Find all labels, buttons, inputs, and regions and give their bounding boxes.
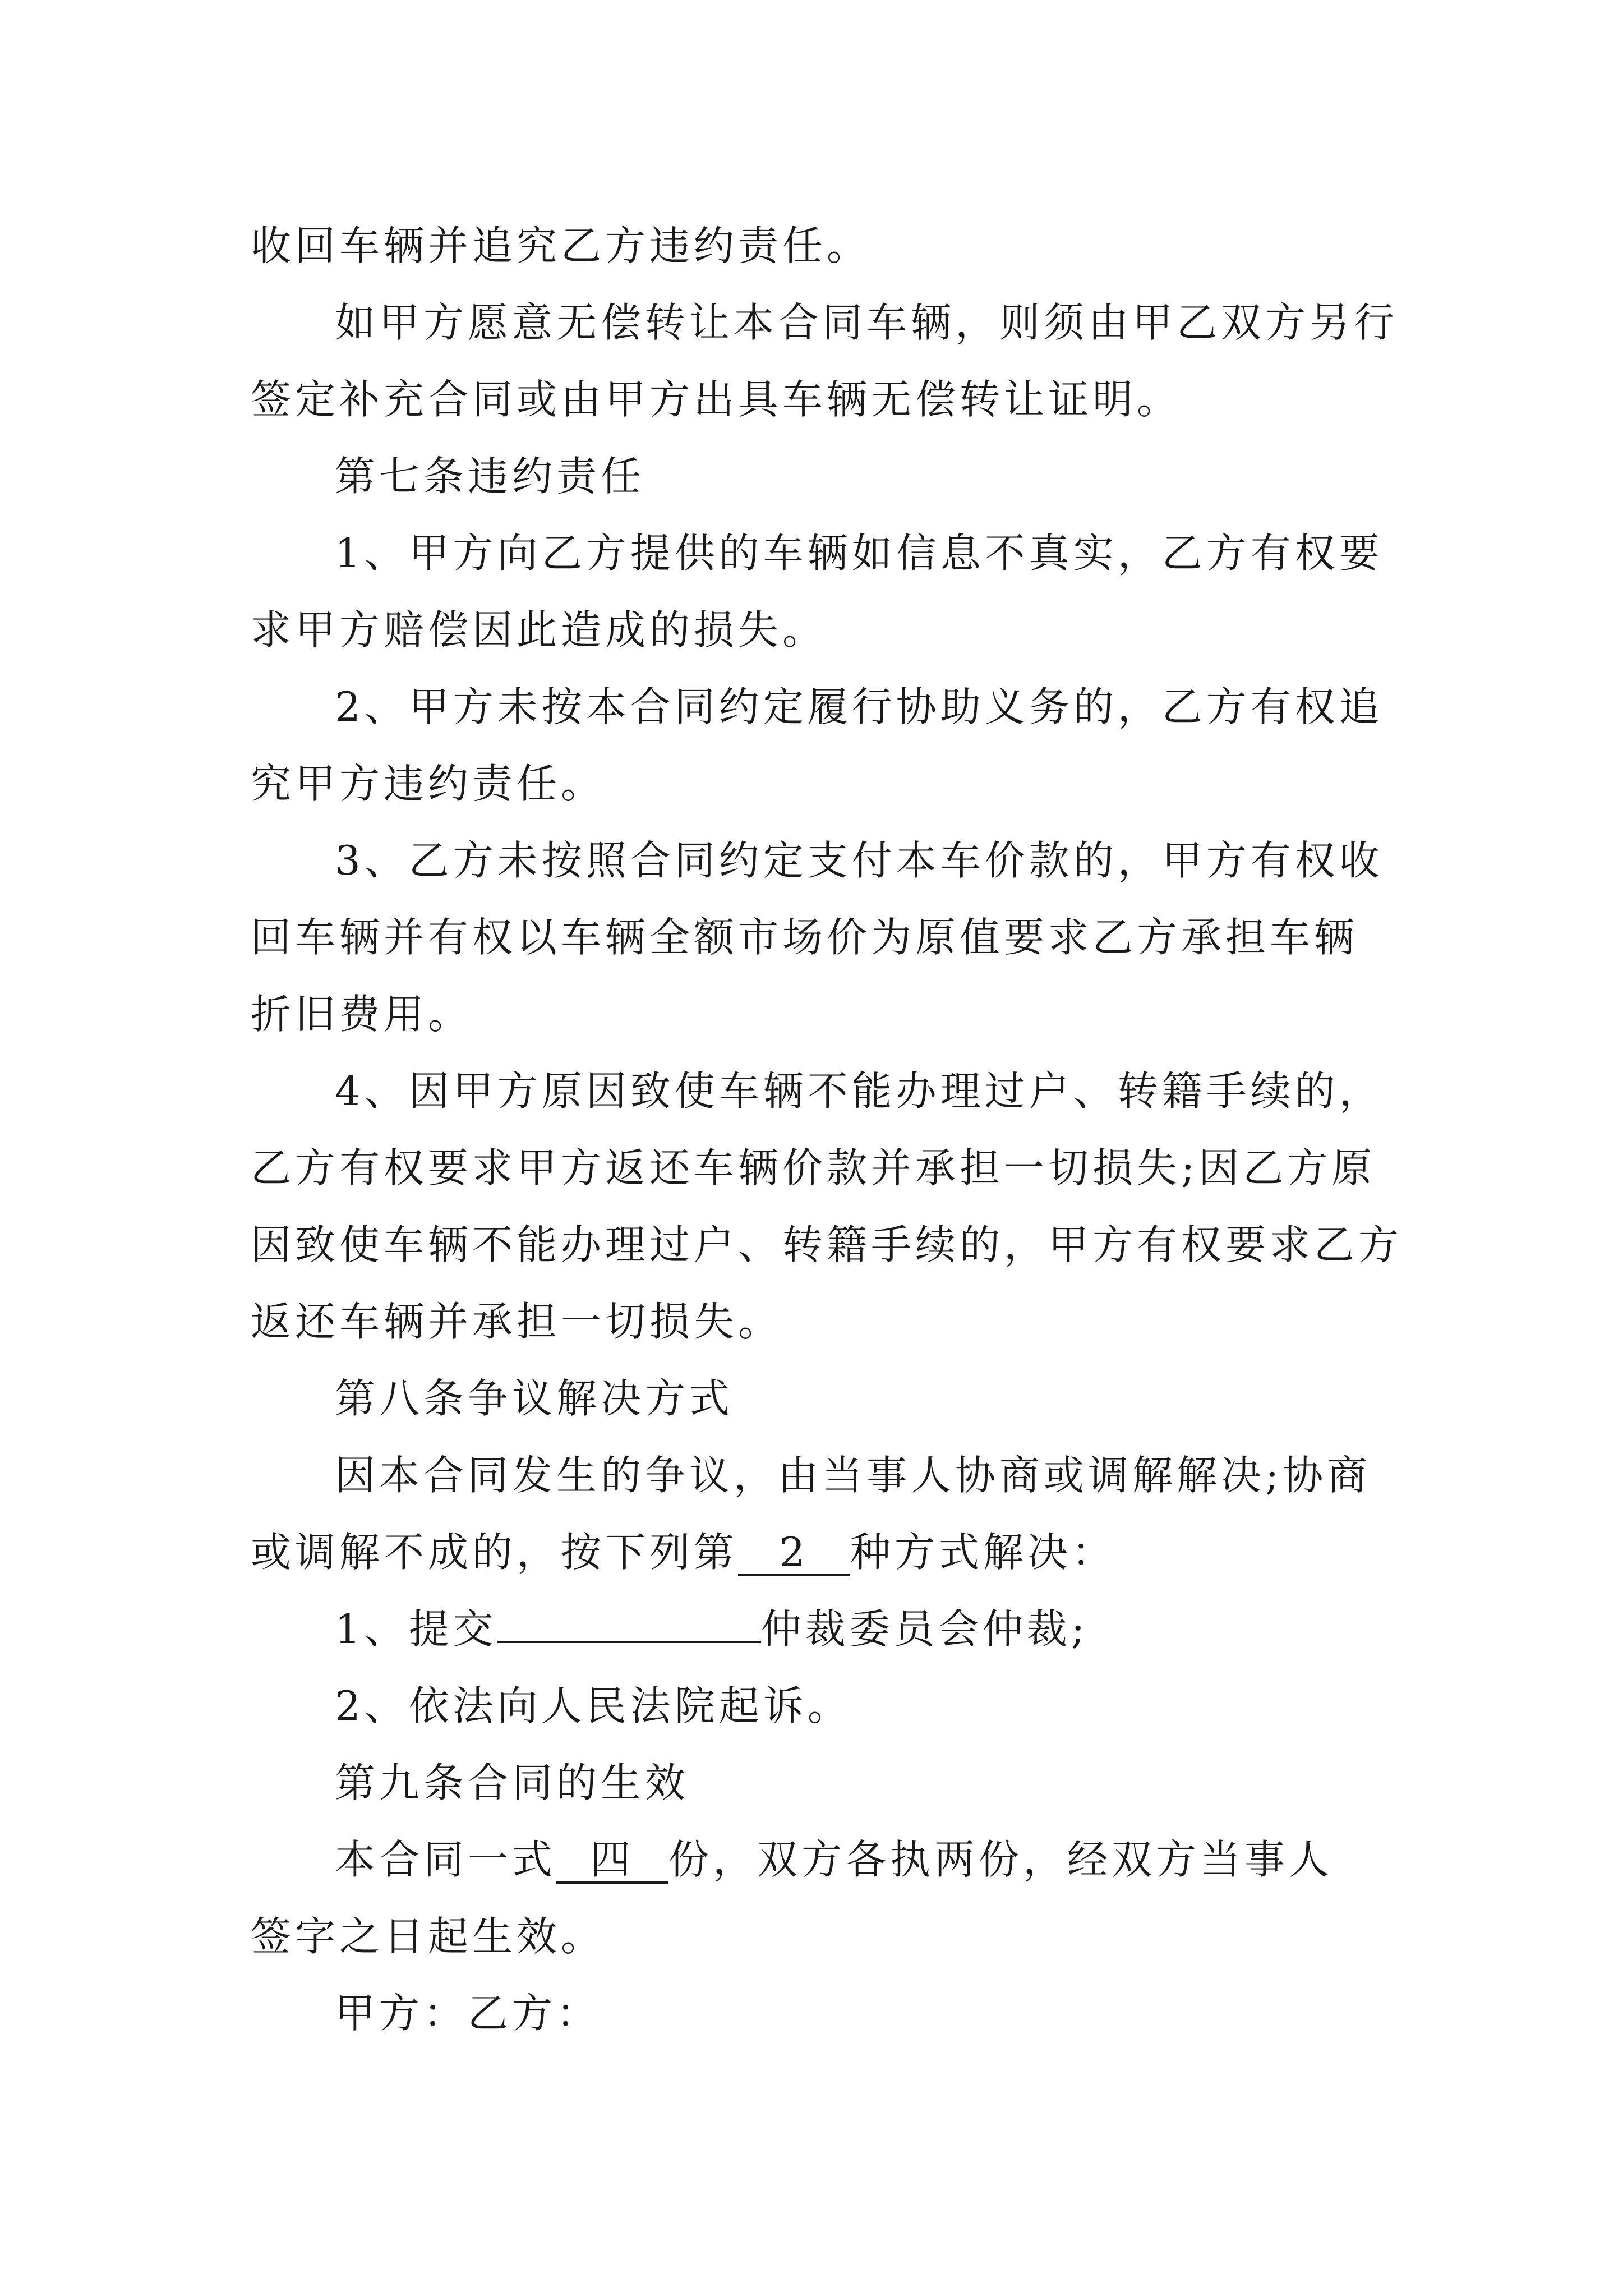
contract-body <box>251 208 1403 2052</box>
copies-before-text: 本合同一式 <box>335 1836 557 1883</box>
text-line-3: 签定补充合同或由甲方出具车辆无偿转让证明。 <box>251 376 1182 423</box>
text-line-10: 回车辆并有权以车辆全额市场价为原值要求乙方承担车辆 <box>251 914 1359 961</box>
option-1-after: 仲裁委员会仲裁; <box>760 1605 1089 1653</box>
copies-line-2: 签字之日起生效。 <box>251 1913 606 1960</box>
option-1-line <box>251 1591 1389 1668</box>
method-number-blank <box>738 1530 850 1576</box>
text-line-1: 收回车辆并追究乙方违约责任。 <box>251 222 872 269</box>
option-2-line: 2、依法向人民法院起诉。 <box>335 1682 852 1729</box>
text-line-6: 求甲方赔偿因此造成的损失。 <box>251 606 827 654</box>
copies-count-blank <box>556 1838 668 1884</box>
text-line-17: 因本合同发生的争议，由当事人协商或调解解决;协商 <box>335 1452 1372 1499</box>
article-8-heading: 第八条争议解决方式 <box>335 1375 734 1422</box>
method-after-text: 种方式解决： <box>850 1529 1117 1576</box>
text-line-5: 1、甲方向乙方提供的车辆如信息不真实，乙方有权要 <box>335 530 1384 577</box>
arbitration-committee-blank <box>497 1597 761 1643</box>
option-1-before: 1、提交 <box>335 1605 497 1653</box>
method-number-value: 2 <box>779 1529 809 1576</box>
dispute-method-line <box>251 1514 1389 1591</box>
method-before-text: 或调解不成的，按下列第 <box>251 1529 739 1576</box>
copies-line <box>251 1821 1389 1898</box>
article-7-heading: 第七条违约责任 <box>335 453 645 500</box>
copies-count-value: 四 <box>590 1836 635 1883</box>
text-line-2: 如甲方愿意无偿转让本合同车辆，则须由甲乙双方另行 <box>335 299 1399 346</box>
text-line-11: 折旧费用。 <box>251 991 473 1038</box>
text-line-8: 究甲方违约责任。 <box>251 760 606 807</box>
text-line-14: 因致使车辆不能办理过户、转籍手续的，甲方有权要求乙方 <box>251 1221 1403 1268</box>
article-9-heading: 第九条合同的生效 <box>335 1759 690 1806</box>
text-line-9: 3、乙方未按照合同约定支付本车价款的，甲方有权收 <box>335 837 1384 884</box>
text-line-13: 乙方有权要求甲方返还车辆价款并承担一切损失;因乙方原 <box>251 1144 1376 1191</box>
text-line-15: 返还车辆并承担一切损失。 <box>251 1298 783 1345</box>
text-line-12: 4、因甲方原因致使车辆不能办理过户、转籍手续的， <box>335 1068 1384 1115</box>
text-line-7: 2、甲方未按本合同约定履行协助义务的，乙方有权追 <box>335 683 1384 730</box>
copies-after-text: 份，双方各执两份，经双方当事人 <box>668 1836 1334 1883</box>
signature-line: 甲方：乙方： <box>335 1990 601 2037</box>
